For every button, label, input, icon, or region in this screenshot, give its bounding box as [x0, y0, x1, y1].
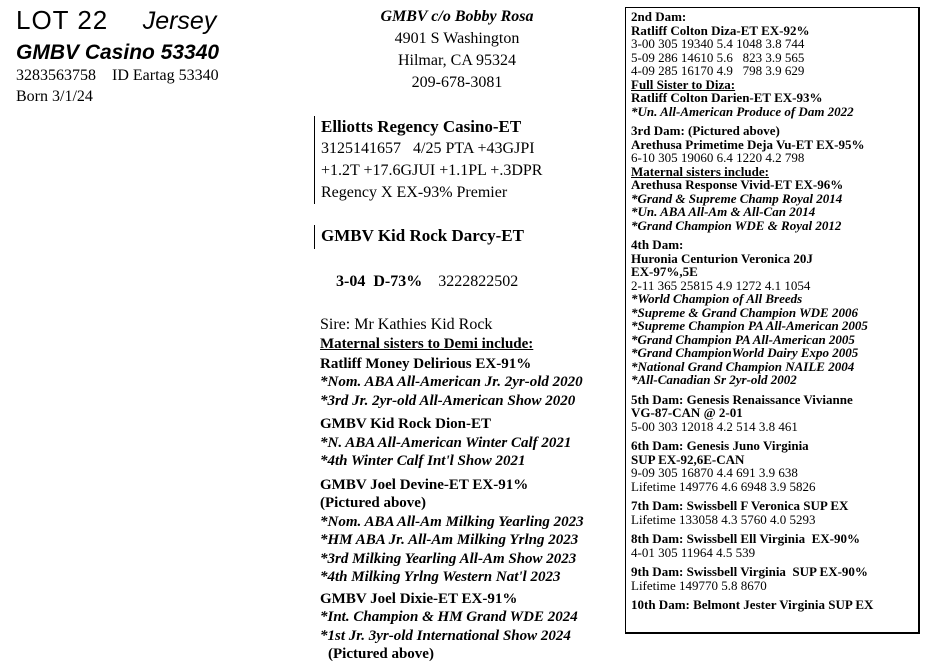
dam7-lifetime: Lifetime 133058 4.3 5760 4.0 5293: [631, 511, 816, 527]
dam7-heading: 7th Dam: Swissbell F Veronica SUP EX: [631, 498, 849, 513]
dam2-name: Ratliff Colton Diza-ET EX-92%: [631, 22, 810, 38]
dam6-record: 9-09 305 16870 4.4 691 3.9 638: [631, 465, 798, 480]
dam-sire: Sire: Mr Kathies Kid Rock: [320, 316, 493, 333]
breed-label: Jersey: [142, 7, 217, 35]
sire-line-1: 3125141657 4/25 PTA +43GJPI: [321, 140, 535, 157]
dam3-heading: 3rd Dam: (Pictured above): [631, 123, 780, 138]
sister-note: *Nom. ABA All-Am Milking Yearling 2023: [320, 513, 584, 530]
sire-block: [314, 116, 542, 204]
full-sister-heading: Full Sister to Diza:: [631, 76, 736, 92]
sire-line-2: +1.2T +17.6GJUI +1.1PL +.3DPR: [321, 162, 543, 179]
dam4-score: EX-97%,5E: [631, 264, 698, 279]
dam3-sisters-heading: Maternal sisters include:: [631, 163, 769, 179]
sister-note: *1st Jr. 3yr-old International Show 2024: [320, 627, 571, 644]
sister-name: GMBV Joel Devine-ET EX-91%: [320, 476, 529, 493]
dam2-heading: 2nd Dam:: [631, 9, 687, 24]
sister-note: *4th Winter Calf Int'l Show 2021: [320, 453, 526, 469]
sister-name: Ratliff Money Delirious EX-91%: [320, 355, 532, 372]
sister-note: *3rd Milking Yearling All-Am Show 2023: [320, 550, 577, 567]
dam6-lifetime: Lifetime 149776 4.6 6948 3.9 5826: [631, 478, 816, 494]
dam10-heading: 10th Dam: Belmont Jester Virginia SUP EX: [631, 597, 874, 612]
dam-sisters-heading: Maternal sisters to Demi include:: [320, 336, 534, 352]
pedigree-content: [631, 10, 873, 612]
dam3-sister-name: Arethusa Response Vivid-ET EX-96%: [631, 177, 844, 192]
dam2-record: 3-00 305 19340 5.4 1048 3.8 744: [631, 36, 805, 51]
dam6-heading: 6th Dam: Genesis Juno Virginia: [631, 438, 809, 453]
lot-number: LOT 22: [16, 5, 109, 35]
sister-sub: (Pictured above): [320, 495, 426, 511]
animal-name: GMBV Casino 53340: [16, 41, 220, 64]
sister-note: *Int. Champion & HM Grand WDE 2024: [320, 609, 578, 625]
sister-note: *4th Milking Yrlng Western Nat'l 2023: [320, 569, 561, 585]
dam4-heading: 4th Dam:: [631, 237, 684, 252]
consignor-city: Hilmar, CA 95324: [397, 52, 517, 69]
consignor-street: 4901 S Washington: [394, 30, 520, 47]
full-sister-name: Ratliff Colton Darien-ET EX-93%: [631, 90, 823, 105]
birth-date: Born 3/1/24: [16, 88, 93, 105]
dam9-lifetime: Lifetime 149770 5.8 8670: [631, 577, 767, 593]
consignor-phone: 209-678-3081: [411, 74, 503, 91]
dam-reg: 3222822502: [438, 273, 519, 290]
sire-line-3: Regency X EX-93% Premier: [321, 184, 508, 201]
dam5-record: 5-00 303 12018 4.2 514 3.8 461: [631, 418, 798, 434]
sister-name: GMBV Joel Dixie-ET EX-91%: [320, 590, 518, 607]
dam-details: [320, 249, 584, 664]
dam4-note: *Grand Champion PA All-American 2005: [631, 331, 855, 347]
dam4-note: *Supreme Champion PA All-American 2005: [631, 318, 868, 333]
dam8-record: 4-01 305 11964 4.5 539: [631, 544, 756, 560]
sire-name: Elliotts Regency Casino-ET: [321, 117, 522, 136]
dam3-sister-note: *Un. ABA All-Am & All-Can 2014: [631, 204, 816, 219]
dam9-heading: 9th Dam: Swissbell Virginia SUP EX-90%: [631, 564, 868, 579]
dam4-note: *Grand ChampionWorld Dairy Expo 2005: [631, 345, 859, 360]
consignor-name: GMBV c/o Bobby Rosa: [380, 8, 534, 25]
dam6-score: SUP EX-92,6E-CAN: [631, 451, 745, 467]
sister-note: *HM ABA Jr. All-Am Milking Yrlng 2023: [320, 532, 579, 548]
dam4-note: *National Grand Champion NAILE 2004: [631, 358, 855, 374]
dam4-name: Huronia Centurion Veronica 20J: [631, 250, 813, 266]
dam4-note: *Supreme & Grand Champion WDE 2006: [631, 304, 858, 320]
sister-note: *N. ABA All-American Winter Calf 2021: [320, 434, 572, 451]
sister-name: GMBV Kid Rock Dion-ET: [320, 416, 491, 432]
consignor-block: [353, 6, 561, 94]
dam-score: 3-04 D-73%: [336, 273, 423, 290]
dam3-sister-note: *Grand & Supreme Champ Royal 2014: [631, 190, 843, 206]
dam-name: GMBV Kid Rock Darcy-ET: [321, 226, 524, 245]
sister-note: *Nom. ABA All-American Jr. 2yr-old 2020: [320, 374, 583, 390]
sister-tail: (Pictured above): [328, 646, 434, 662]
animal-ids: 3283563758 ID Eartag 53340: [16, 67, 219, 84]
lot-header: [16, 4, 219, 107]
dam2-record: 5-09 286 14610 5.6 823 3.9 565: [631, 49, 805, 65]
dam5-heading: 5th Dam: Genesis Renaissance Vivianne: [631, 391, 853, 407]
full-sister-note: *Un. All-American Produce of Dam 2022: [631, 103, 854, 119]
dam8-heading: 8th Dam: Swissbell Ell Virginia EX-90%: [631, 531, 860, 546]
dam3-name: Arethusa Primetime Deja Vu-ET EX-95%: [631, 136, 865, 152]
dam4-note: *All-Canadian Sr 2yr-old 2002: [631, 372, 797, 387]
dam-name-block: [314, 225, 524, 249]
dam4-record: 2-11 365 25815 4.9 1272 4.1 1054: [631, 277, 811, 293]
dam2-record: 4-09 285 16170 4.9 798 3.9 629: [631, 63, 805, 78]
dam3-sister-note: *Grand Champion WDE & Royal 2012: [631, 217, 842, 233]
dam3-record: 6-10 305 19060 6.4 1220 4.2 798: [631, 150, 805, 165]
dam5-score: VG-87-CAN @ 2-01: [631, 405, 743, 420]
sister-note: *3rd Jr. 2yr-old All-American Show 2020: [320, 392, 576, 409]
dam4-note: *World Champion of All Breeds: [631, 291, 803, 306]
